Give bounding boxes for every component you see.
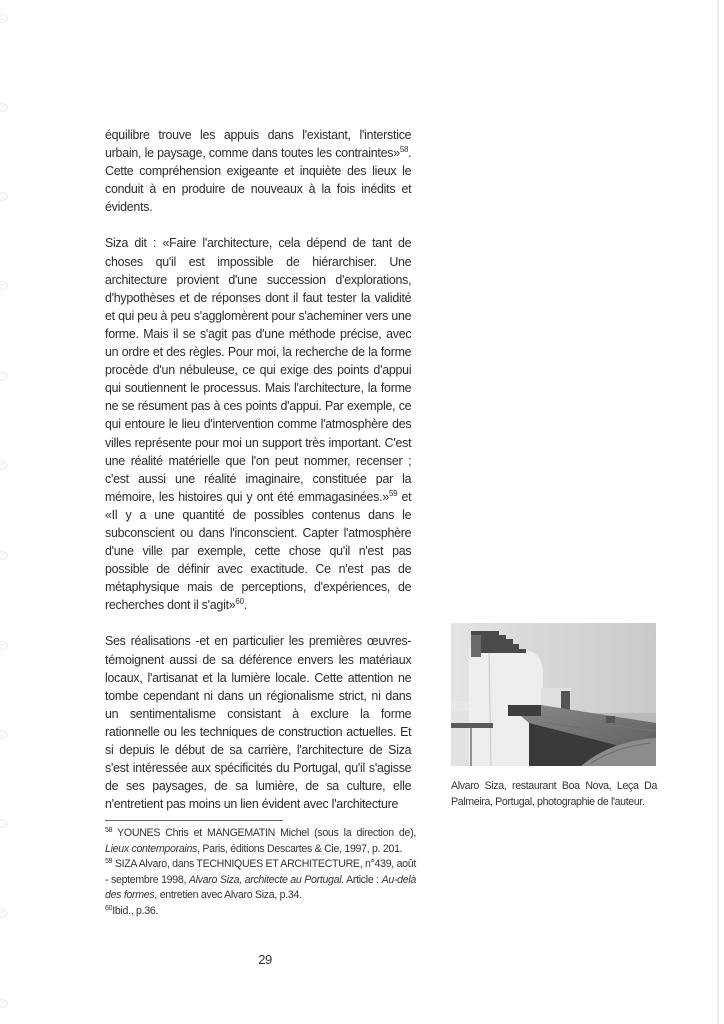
- punch-hole: [0, 909, 8, 918]
- punch-hole: [0, 551, 8, 560]
- footnote-58: $^{58}$ YOUNES Chris et MANGEMATIN Michel (sous la direction de), Lieux contemporains, Paris, éditions Descartes & Cie, 1997, p. 201.: [105, 827, 416, 855]
- punch-hole: [0, 372, 8, 381]
- footnote-ref-60[interactable]: 60: [235, 597, 244, 607]
- punch-hole: [0, 281, 8, 290]
- footnotes: [105, 826, 416, 920]
- figure-photo: [451, 623, 656, 766]
- punch-hole: [0, 819, 8, 828]
- footnote-60: $^{60}$Ibid., p.36.: [105, 904, 159, 917]
- page-edge: [717, 0, 719, 1024]
- footnote-separator: [105, 820, 283, 821]
- footnote-ref-59[interactable]: 59: [388, 488, 398, 498]
- punch-hole: [0, 103, 8, 112]
- punch-hole: [0, 999, 8, 1008]
- punch-hole: [0, 461, 8, 470]
- paragraph-3: Ses réalisations -et en particulier les premières œuvres- témoignent aussi de sa déférence envers les matériaux locaux, l'artisanat et la lumière locale. Cette attention ne tombe cependant ni dans un régionalisme strict, ni dans un sentimentalisme consistant à exclure la forme rationnelle ou les techniques de construction actuelles. Et si depuis le début de sa carrière, l'architecture de Siza s'est intéressée aux spécificités du Portugal, qu'il s'agisse de ses paysages, de sa lumière, de sa culture, elle n'entretient pas moins un lien évident avec l'architecture: [105, 634, 412, 812]
- punch-hole: [0, 192, 8, 201]
- paragraph-2: Siza dit : «Faire l'architecture, cela dépend de tant de choses qu'il est impossible de hiérarchiser. Une architecture provient d'une succession d'explorations, d'hypothèses et de réponses dont il faut tester la validité et qui peu à peu s'agglomèrent pour s'acheminer vers une forme. Mais il se s'agit pas d'une méthode précise, avec un ordre et des règles. Pour moi, la recherche de la forme procède d'un nébuleuse, ce qui exige des points d'appui qui soutiennent le processus. Mais l'architecture, la forme ne se résument pas à ces points d'appui. Par exemple, ce qui entoure le lieu d'intervention comme l'atmosphère des villes représente pour moi un support très important. C'est une réalité matérielle que l'on peut nommer, recenser ; c'est aussi une réalité imaginaire, constituée par la mémoire, les histoires qui y ont été emmagasinées.»$^{59}$ et «Il y a une quantité de possibles contenus dans le subconscient ou dans l'inconscient. Capter l'atmosphère d'une ville par exemple, cette chose qu'il n'est pas possible de définir avec exactitude. Ce n'est pas de métaphysique mais de perceptions, d'expériences, de recherches dont il s'agit»$^{60}$.: [105, 236, 412, 613]
- punch-hole: [0, 730, 8, 739]
- footnote-59: $^{59}$ SIZA Alvaro, dans TECHNIQUES ET ARCHITECTURE, n°439, août - septembre 1998, Alvaro Siza, architecte au Portugal. Article : Au-delà des formes, entretien avec Alvaro Siza, p.34.: [105, 858, 416, 902]
- punch-hole: [0, 14, 8, 23]
- punch-hole: [0, 641, 8, 650]
- page-number: 29: [258, 952, 272, 967]
- footnote-ref-58[interactable]: 58: [399, 145, 409, 155]
- body-text: [105, 126, 411, 831]
- figure-caption: Alvaro Siza, restaurant Boa Nova, Leça Da Palmeira, Portugal, photographie de l'auteur.: [451, 780, 657, 808]
- boa-nova-photo-illustration: [451, 623, 656, 766]
- paragraph-1: équilibre trouve les appuis dans l'existant, l'interstice urbain, le paysage, comme dans toutes les contraintes»$^{58}$. Cette compréhension exigeante et inquiète des lieux le conduit à en produire de nouveaux à la fois inédits et évidents.: [105, 128, 412, 215]
